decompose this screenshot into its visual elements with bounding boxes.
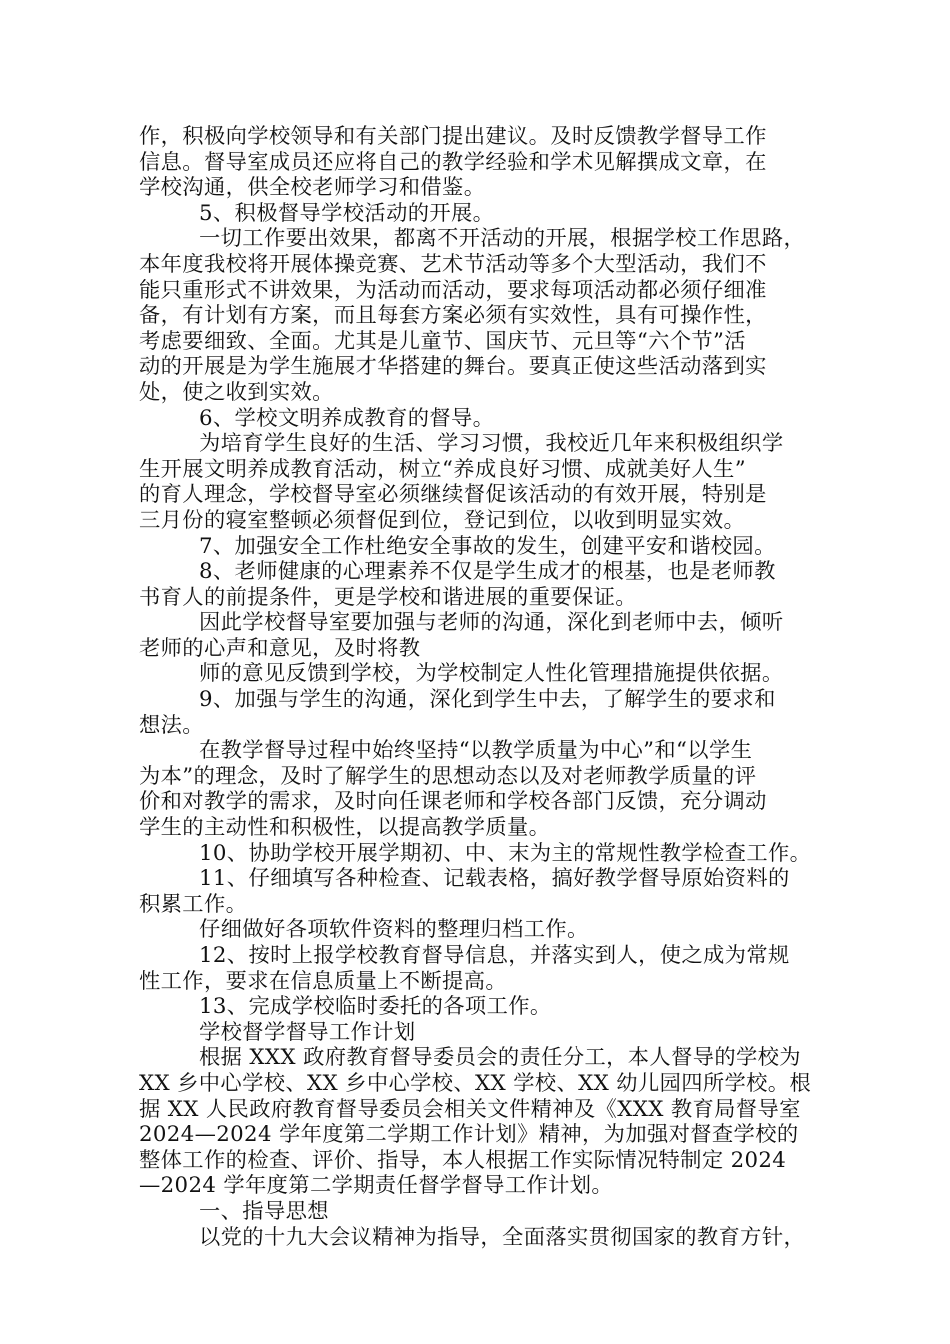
text-line: 处，使之收到实效。	[139, 379, 334, 405]
text-line: 仔细做好各项软件资料的整理归档工作。	[199, 917, 589, 943]
text-line: 积累工作。	[139, 891, 248, 917]
text-line: 能只重形式不讲效果，为活动而活动，要求每项活动都必须仔细准	[139, 277, 767, 303]
text-line: 一切工作要出效果，都离不开活动的开展，根据学校工作思路，	[199, 226, 806, 252]
text-line: 备，有计划有方案，而且每套方案必须有实效性，具有可操作性，	[139, 303, 767, 329]
text-line: 2024—2024 学年度第二学期工作计划》精神，为加强对督查学校的	[139, 1122, 799, 1148]
text-line: 整体工作的检查、评价、指导，本人根据工作实际情况特制定 2024	[139, 1147, 787, 1173]
text-line: 因此学校督导室要加强与老师的沟通，深化到老师中去，倾听	[199, 610, 784, 636]
text-line: 11、仔细填写各种检查、记载表格，搞好教学督导原始资料的	[199, 866, 790, 892]
text-line: —2024 学年度第二学期责任督学督导工作计划。	[139, 1173, 614, 1199]
text-line: 根据 XXX 政府教育督导委员会的责任分工，本人督导的学校为	[199, 1045, 801, 1071]
text-line: 据 XX 人民政府教育督导委员会相关文件精神及《XXX 教育局督导室	[139, 1096, 801, 1122]
text-line: 为本”的理念，及时了解学生的思想动态以及对老师教学质量的评	[139, 763, 757, 789]
text-line: 师的意见反馈到学校，为学校制定人性化管理措施提供依据。	[199, 661, 784, 687]
text-line: 三月份的寝室整顿必须督促到位，登记到位，以收到明显实效。	[139, 507, 746, 533]
text-line: 9、加强与学生的沟通，深化到学生中去，了解学生的要求和	[199, 687, 776, 713]
text-line: 5、积极督导学校活动的开展。	[199, 200, 495, 226]
text-line: 考虑要细致、全面。尤其是儿童节、国庆节、元旦等“六个节”活	[139, 328, 746, 354]
text-line: 本年度我校将开展体操竞赛、艺术节活动等多个大型活动，我们不	[139, 251, 767, 277]
text-line: 书育人的前提条件，更是学校和谐进展的重要保证。	[139, 584, 637, 610]
text-line: 性工作，要求在信息质量上不断提高。	[139, 968, 507, 994]
text-line: 学生的主动性和积极性，以提高教学质量。	[139, 815, 551, 841]
document-body	[139, 124, 825, 1250]
text-line: 13、完成学校临时委托的各项工作。	[199, 994, 552, 1020]
text-line: 12、按时上报学校教育督导信息，并落实到人，使之成为常规	[199, 943, 790, 968]
text-line: 的育人理念，学校督导室必须继续督促该活动的有效开展，特别是	[139, 482, 767, 508]
text-line: 7、加强安全工作杜绝安全事故的发生，创建平安和谐校园。	[199, 533, 776, 559]
text-line: 在教学督导过程中始终坚持“以教学质量为中心”和“以学生	[199, 738, 753, 764]
text-line: 8、老师健康的心理素养不仅是学生成才的根基，也是老师教	[199, 559, 776, 585]
text-line: 学校沟通，供全校老师学习和借鉴。	[139, 175, 486, 201]
text-line: 老师的心声和意见，及时将教	[139, 635, 421, 661]
text-line: 以党的十九大会议精神为指导，全面落实贯彻国家的教育方针，	[199, 1224, 806, 1250]
text-line: 一、指导思想	[199, 1198, 329, 1224]
text-line: 想法。	[139, 712, 204, 738]
text-line: 生开展文明养成教育活动，树立“养成良好习惯、成就美好人生”	[139, 456, 746, 482]
text-line: 学校督学督导工作计划	[199, 1019, 416, 1045]
text-line: 作，积极向学校领导和有关部门提出建议。及时反馈教学督导工作	[139, 124, 767, 149]
text-line: 10、协助学校开展学期初、中、末为主的常规性教学检查工作。	[199, 840, 812, 866]
text-line: 信息。督导室成员还应将自己的教学经验和学术见解撰成文章，在	[139, 149, 767, 175]
text-line: 动的开展是为学生施展才华搭建的舞台。要真正使这些活动落到实	[139, 354, 767, 380]
text-line: 6、学校文明养成教育的督导。	[199, 405, 495, 431]
text-line: 价和对教学的需求，及时向任课老师和学校各部门反馈，充分调动	[139, 789, 767, 815]
text-line: XX 乡中心学校、XX 乡中心学校、XX 学校、XX 幼儿园四所学校。根	[139, 1070, 812, 1096]
text-line: 为培育学生良好的生活、学习习惯，我校近几年来积极组织学	[199, 431, 784, 457]
